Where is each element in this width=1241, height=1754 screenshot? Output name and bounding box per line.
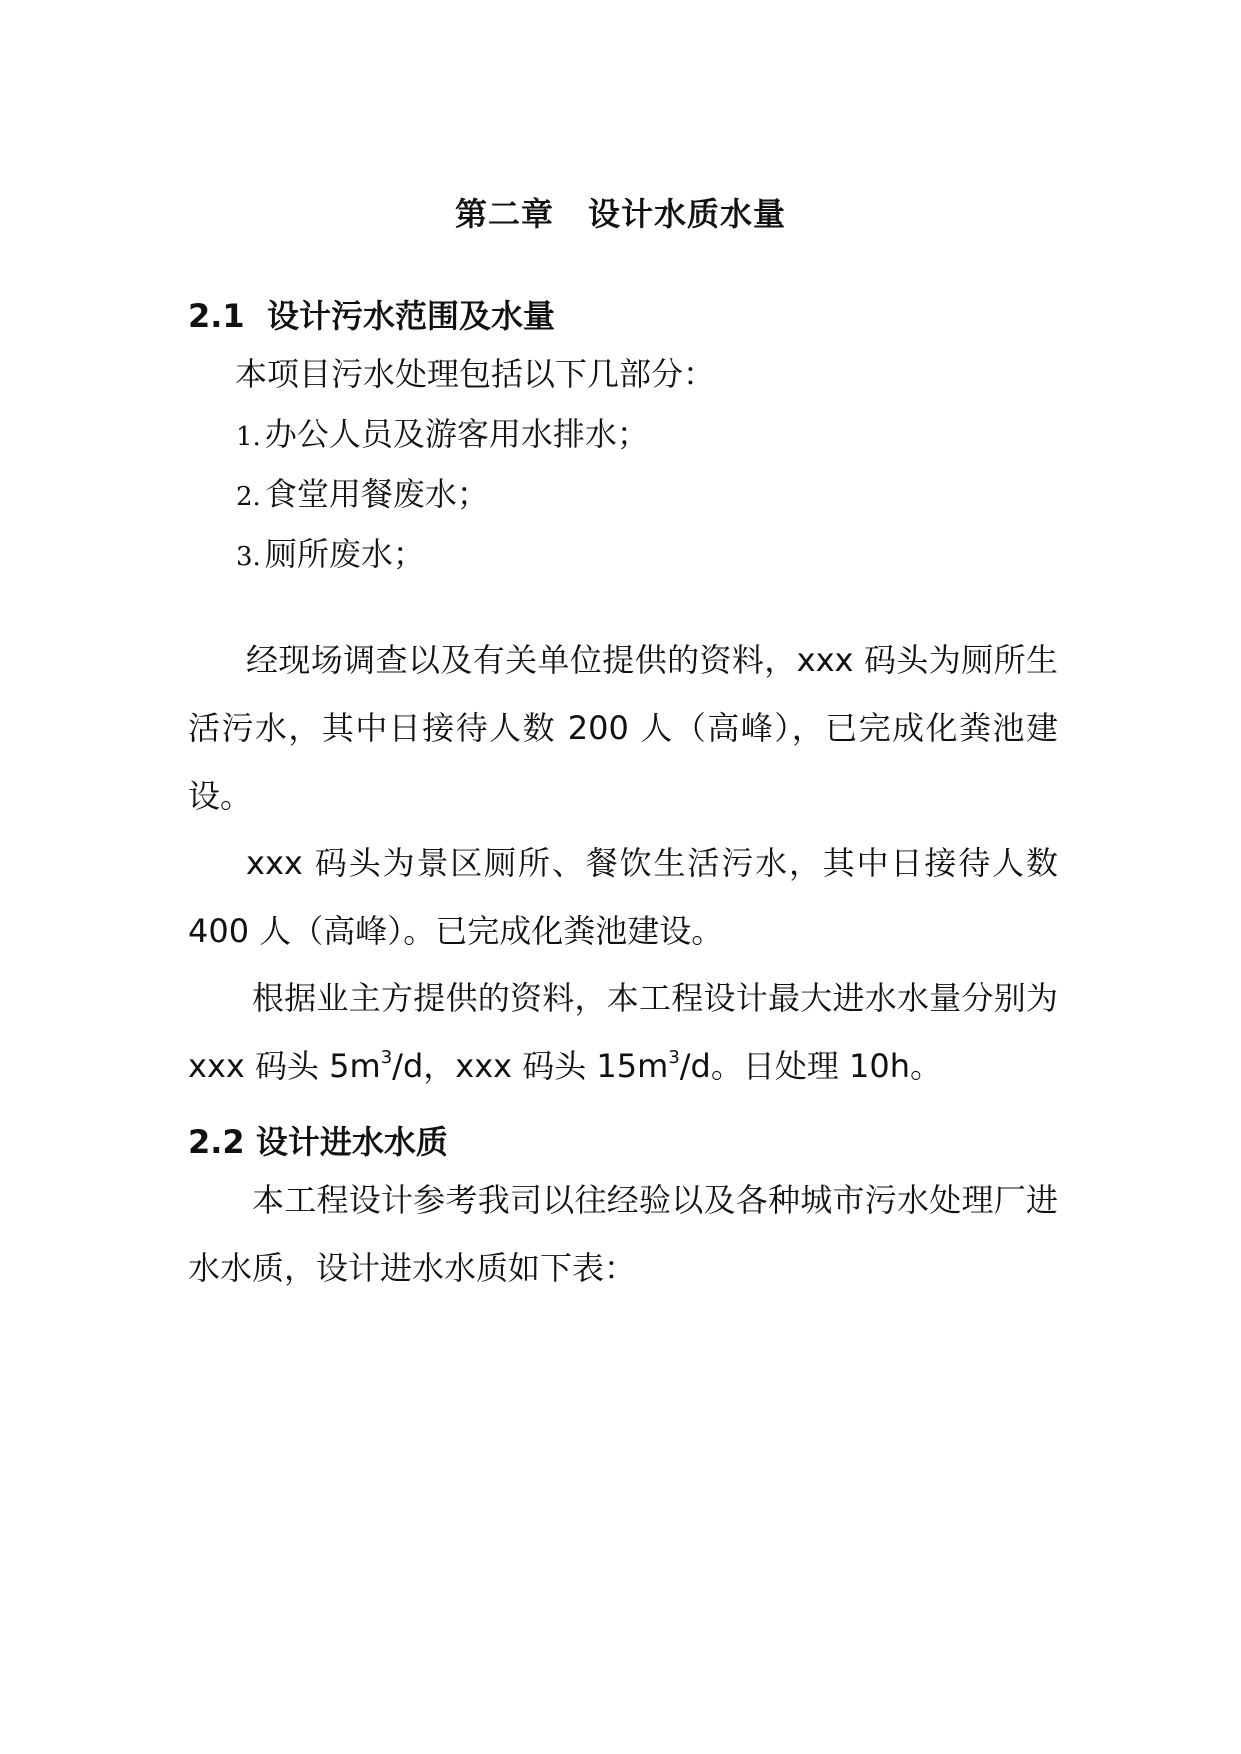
paragraph: xxx 码头为景区厕所、餐饮生活污水，其中日接待人数 400 人（高峰）。已完成化粪池建设。 — [188, 844, 1058, 950]
paragraph-text: /d。日处理 10h。 — [679, 1047, 943, 1085]
list-item-number: 3. — [236, 542, 261, 572]
superscript: 3 — [380, 1047, 393, 1068]
chapter-title — [0, 195, 1241, 233]
list-item — [236, 475, 489, 513]
list-item-number: 1. — [236, 422, 261, 452]
paragraph — [188, 964, 1058, 1100]
paragraph: 经现场调查以及有关单位提供的资料，xxx 码头为厕所生活污水，其中日接待人数 200 人（高峰），已完成化粪池建设。 — [188, 641, 1058, 815]
chapter-title-text: 设计水质水量 — [588, 195, 787, 233]
list-item-text: 厕所废水； — [264, 535, 425, 573]
paragraph-text: 根据业主方提供的资料，本工程设计最大进水水量分别为 xxx 码头 5m — [188, 979, 1058, 1085]
list-item — [236, 415, 649, 453]
section-title: 设计污水范围及水量 — [266, 297, 555, 335]
list-item-text: 办公人员及游客用水排水； — [264, 415, 649, 453]
section-intro: 本项目污水处理包括以下几部分： — [235, 355, 716, 393]
list-item — [236, 535, 425, 573]
superscript: 3 — [668, 1047, 680, 1068]
chapter-number: 第二章 — [454, 195, 554, 233]
section-number: 2.1 — [188, 297, 245, 335]
paragraph: 本工程设计参考我司以往经验以及各种城市污水处理厂进水水质，设计进水水质如下表： — [188, 1181, 1058, 1287]
section-heading-2-1 — [188, 297, 555, 335]
section-heading-2-2: 2.2 设计进水水质 — [188, 1123, 448, 1161]
paragraph-text: /d，xxx 码头 15m — [392, 1047, 669, 1085]
list-item-text: 食堂用餐废水； — [264, 475, 489, 513]
list-item-number: 2. — [236, 482, 261, 512]
